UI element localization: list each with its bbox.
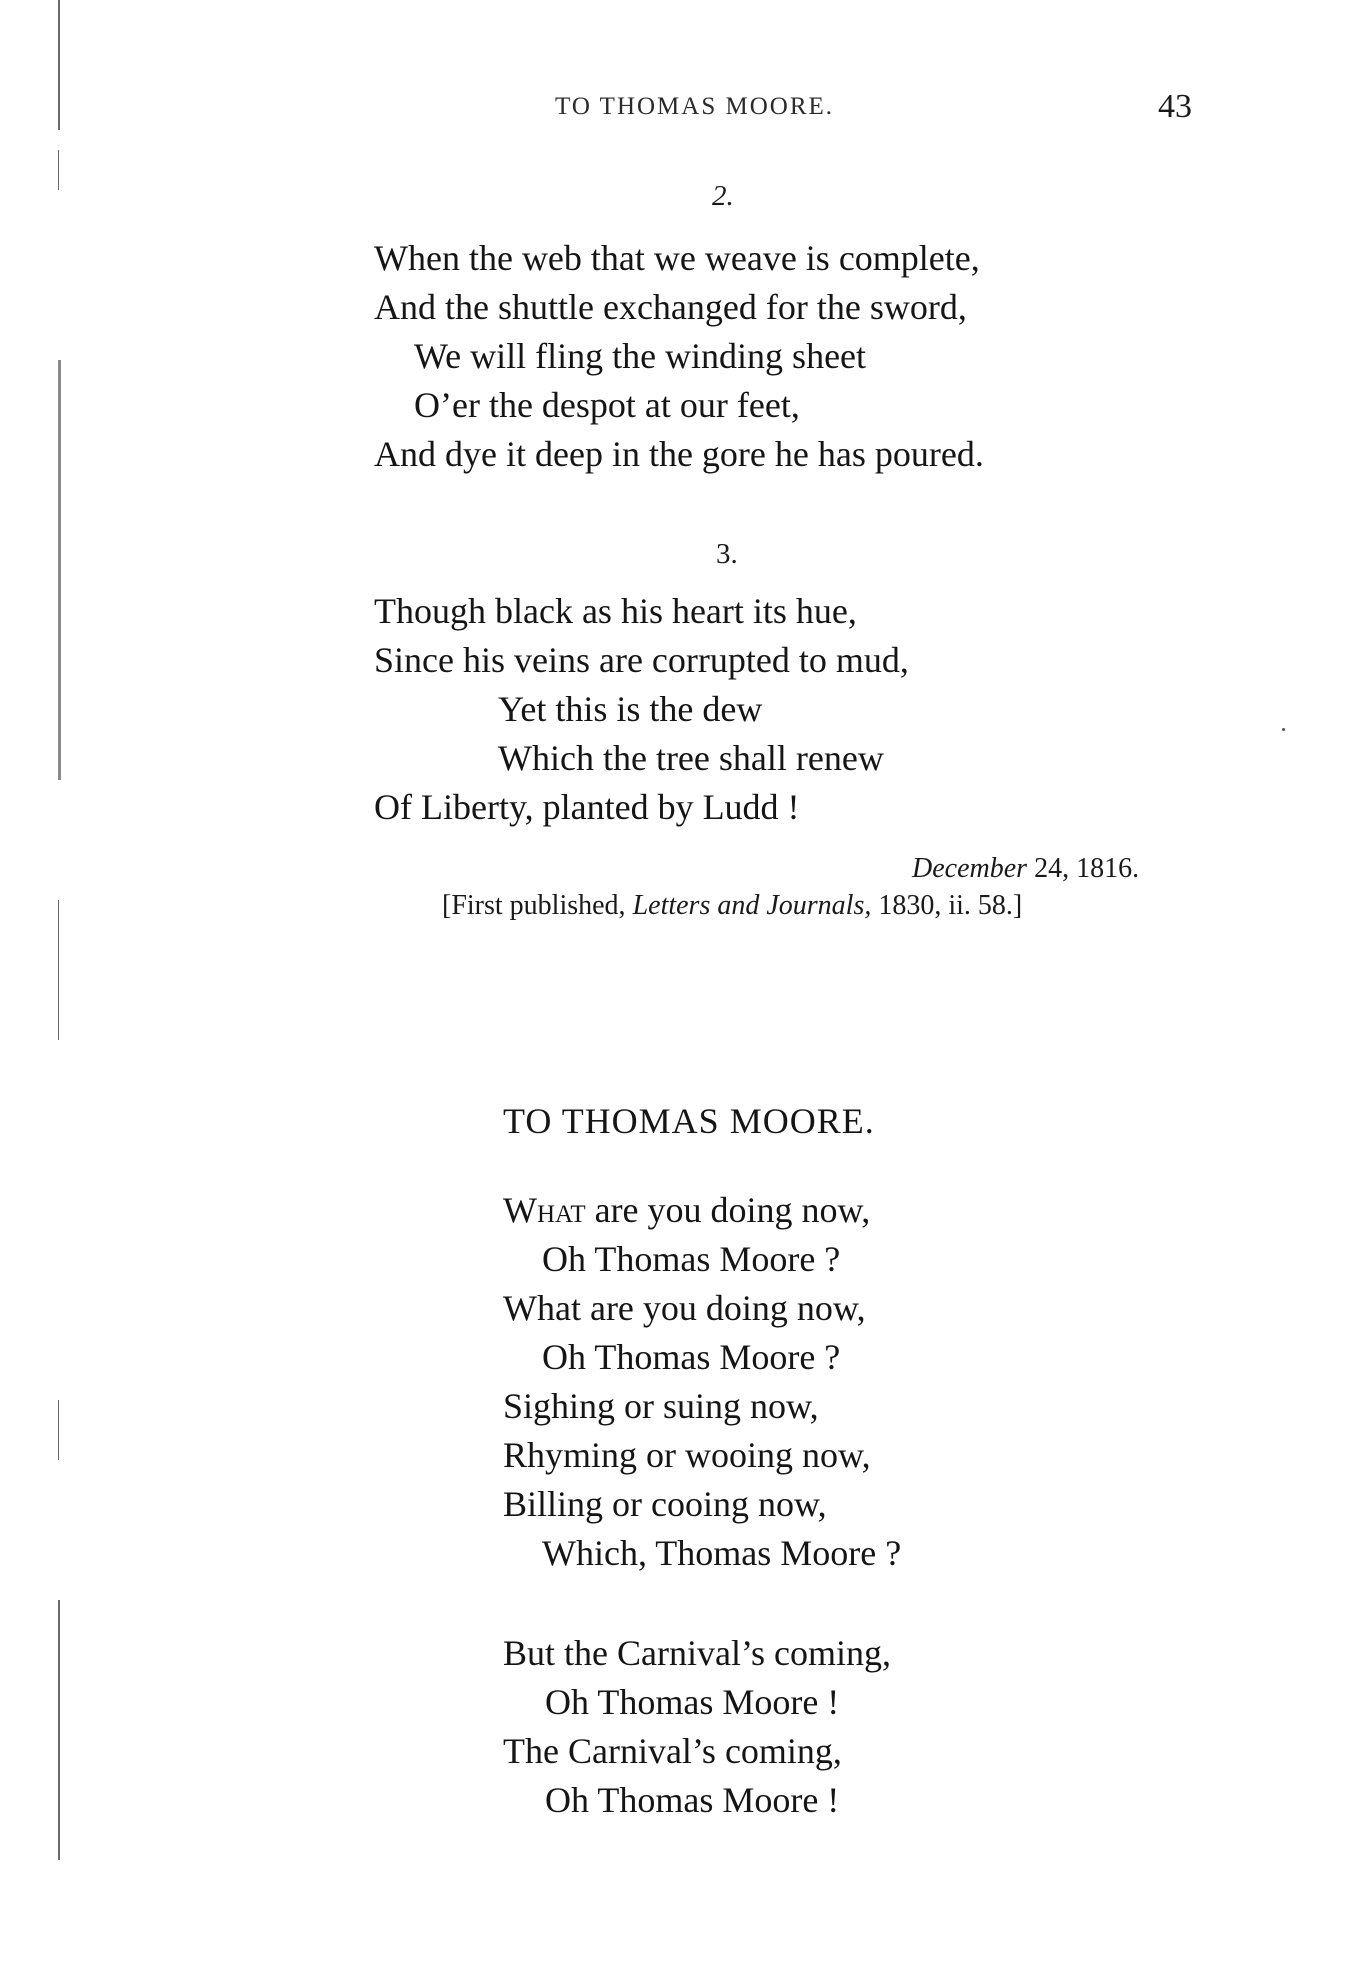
stanza-number-3: 3.: [716, 538, 738, 570]
first-line-rest: are you doing now,: [585, 1190, 871, 1230]
poem-line: Oh Thomas Moore !: [545, 1780, 840, 1820]
poem-line: Which, Thomas Moore ?: [542, 1533, 902, 1573]
first-word: What: [503, 1190, 586, 1230]
poem-line: Oh Thomas Moore !: [545, 1682, 840, 1722]
publication-note: [442, 890, 1022, 922]
poem-line: But the Carnival’s coming,: [503, 1633, 891, 1673]
poem-line: Rhyming or wooing now,: [503, 1435, 871, 1475]
dateline: [912, 853, 1139, 885]
poem-line: When the web that we weave is complete,: [374, 238, 980, 278]
note-prefix: [First published,: [442, 890, 633, 921]
poem-line: Oh Thomas Moore ?: [542, 1337, 841, 1377]
date-rest: 24, 1816.: [1034, 853, 1140, 884]
stanza-number-2: 2.: [712, 180, 734, 212]
binding-gutter: [58, 0, 68, 1968]
poem-line: Of Liberty, planted by Ludd !: [374, 787, 800, 827]
poem-line: The Carnival’s coming,: [503, 1731, 842, 1771]
poem-line: And dye it deep in the gore he has poured.: [374, 434, 984, 474]
poem-line: Yet this is the dew: [498, 689, 763, 729]
poem-line: Since his veins are corrupted to mud,: [374, 640, 909, 680]
poem-line: Billing or cooing now,: [503, 1484, 827, 1524]
scan-speck: [1282, 728, 1285, 731]
running-head: TO THOMAS MOORE.: [555, 93, 835, 120]
poem-line: Oh Thomas Moore ?: [542, 1239, 841, 1279]
poem-line: [503, 1192, 870, 1228]
page-number: 43: [1158, 88, 1192, 125]
poem-line: And the shuttle exchanged for the sword,: [374, 287, 967, 327]
poem-line: Though black as his heart its hue,: [374, 591, 857, 631]
poem-line: We will fling the winding sheet: [414, 336, 867, 376]
poem-line: Sighing or suing now,: [503, 1386, 819, 1426]
poem-title: TO THOMAS MOORE.: [503, 1101, 875, 1141]
poem-line: O’er the despot at our feet,: [414, 385, 800, 425]
poem-line: What are you doing now,: [503, 1288, 866, 1328]
note-italic: Letters and Journals,: [632, 890, 872, 921]
date-month: December: [912, 853, 1028, 884]
note-suffix: 1830, ii. 58.]: [871, 890, 1023, 921]
poem-line: Which the tree shall renew: [498, 738, 884, 778]
